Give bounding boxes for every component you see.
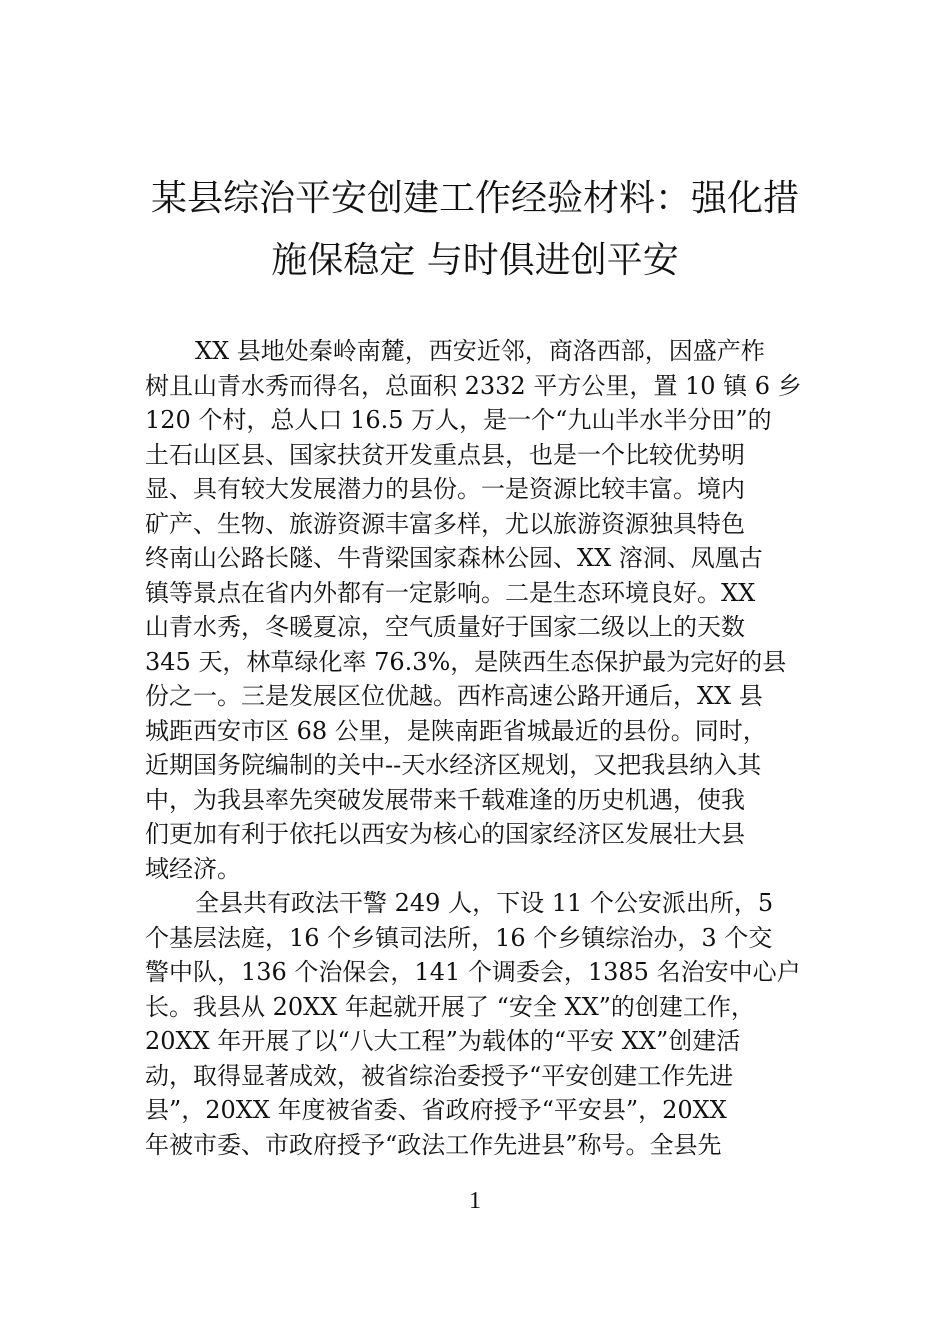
text-line: 中，为我县率先突破发展带来千载难逢的历史机遇，使我 xyxy=(145,785,745,814)
text-line: 全县共有政法干警 249 人，下设 11 个公安派出所，5 xyxy=(195,889,774,917)
paragraph-1 xyxy=(145,334,810,886)
text-line: 矿产、生物、旅游资源丰富多样，尤以旅游资源独具特色 xyxy=(145,509,745,538)
text-line: 120 个村，总人口 16.5 万人，是一个“九山半水半分田”的 xyxy=(145,406,772,434)
text-line: 345 天，林草绿化率 76.3%，是陕西生态保护最为完好的县 xyxy=(145,647,787,676)
document-body xyxy=(145,334,810,1162)
paragraph-2 xyxy=(145,886,810,1162)
title-line: 施保稳定 与时俱进创平安 xyxy=(271,240,679,281)
text-line: XX 县地处秦岭南麓，西安近邻，商洛西部，因盛产柞 xyxy=(195,337,765,365)
text-line: 域经济。 xyxy=(145,854,241,883)
document-title xyxy=(120,168,830,292)
text-line: 县”，20XX 年度被省委、省政府授予“平安县”，20XX xyxy=(145,1096,727,1124)
text-line: 树且山青水秀而得名，总面积 2332 平方公里，置 10 镇 6 乡 xyxy=(145,371,802,400)
text-line: 显、具有较大发展潜力的县份。一是资源比较丰富。境内 xyxy=(145,475,745,503)
text-line: 20XX 年开展了以“八大工程”为载体的“平安 XX”创建活 xyxy=(145,1027,741,1055)
text-line: 动，取得显著成效，被省综治委授予“平安创建工作先进 xyxy=(145,1061,734,1090)
text-line: 个基层法庭，16 个乡镇司法所，16 个乡镇综治办，3 个交 xyxy=(145,923,773,952)
text-line: 年被市委、市政府授予“政法工作先进县”称号。全县先 xyxy=(145,1130,722,1159)
text-line: 山青水秀，冬暖夏凉，空气质量好于国家二级以上的天数 xyxy=(145,613,745,641)
text-line: 土石山区县、国家扶贫开发重点县，也是一个比较优势明 xyxy=(145,440,745,469)
text-line: 近期国务院编制的关中--天水经济区规划，又把我县纳入其 xyxy=(145,751,762,779)
text-line: 警中队，136 个治保会，141 个调委会，1385 名治安中心户 xyxy=(145,958,801,986)
title-line: 某县综治平安创建工作经验材料：强化措 xyxy=(150,178,799,219)
text-line: 份之一。三是发展区位优越。西柞高速公路开通后，XX 县 xyxy=(145,682,763,710)
text-line: 们更加有利于依托以西安为核心的国家经济区发展壮大县 xyxy=(145,820,745,848)
text-line: 镇等景点在省内外都有一定影响。二是生态环境良好。XX xyxy=(145,578,756,607)
page-number: 1 xyxy=(469,1188,481,1214)
text-line: 长。我县从 20XX 年起就开展了 “安全 XX”的创建工作， xyxy=(145,992,755,1021)
text-line: 城距西安市区 68 公里，是陕南距省城最近的县份。同时， xyxy=(145,716,767,745)
text-line: 终南山公路长隧、牛背梁国家森林公园、XX 溶洞、凤凰古 xyxy=(145,544,763,572)
